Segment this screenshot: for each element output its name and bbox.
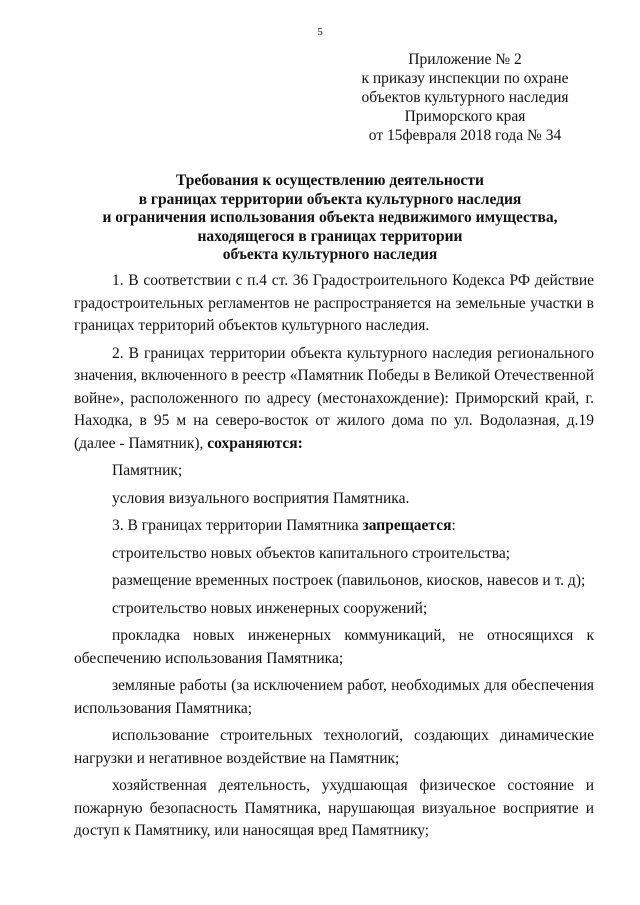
title-line: находящегося в границах территории <box>197 227 463 245</box>
appendix-line: от 15февраля 2018 года № 34 <box>368 127 562 144</box>
appendix-line: объектов культурного наследия <box>361 89 569 106</box>
prohibition-item: размещение временных построек (павильонов, киосков, навесов и т. д); <box>112 572 586 589</box>
prohibition-item: прокладка новых инженерных коммуникаций, не относящихся к обеспечению использования Памятника; <box>74 627 594 667</box>
paragraph-3 <box>74 515 594 538</box>
prohibition-item: строительство новых объектов капитального строительства; <box>112 544 511 562</box>
preserved-item-visual: условия визуального восприятия Памятника. <box>112 489 410 507</box>
appendix-line: Приложение № 2 <box>408 51 522 68</box>
prohibition-item: хозяйственная деятельность, ухудшающая физическое состояние и пожарную безопасность Памятника, нарушающая визуальное восприятие и доступ к Памятнику, или наносящая вред Памятнику; <box>74 777 594 839</box>
document-body <box>74 270 594 843</box>
prohibition-item: строительство новых инженерных сооружений; <box>112 599 428 617</box>
title-line: и ограничения использования объекта недвижимого имущества, <box>102 209 558 226</box>
document-title <box>70 172 590 265</box>
title-line: объекта культурного наследия <box>222 246 438 263</box>
title-line: Требования к осуществлению деятельности <box>176 172 484 189</box>
appendix-header <box>350 50 580 145</box>
paragraph-2-bold: сохраняются: <box>207 434 303 452</box>
paragraph-2-text: 2. В границах территории объекта культурного наследия регионального значения, включенного в реестр «Памятник Победы в Великой Отечественной войне», расположенного по адресу (местонахождение): Приморский край, г. Находка, в 95 м на северо-восток от жилого дома по ул. Водолазная, д.19 (далее - Памятник), <box>74 344 594 452</box>
paragraph-3-bold: запрещается <box>362 517 452 534</box>
preserved-item-monument: Памятник; <box>112 462 183 479</box>
paragraph-2 <box>74 343 594 456</box>
appendix-line: к приказу инспекции по охране <box>361 70 569 87</box>
prohibition-item: использование строительных технологий, создающих динамические нагрузки и негативное воздействие на Памятник; <box>74 727 594 767</box>
appendix-line: Приморского края <box>404 108 526 125</box>
page-number: 5 <box>317 26 323 38</box>
title-line: в границах территории объекта культурного наследия <box>138 190 522 208</box>
prohibition-item: земляные работы (за исключением работ, необходимых для обеспечения использования Памятника; <box>74 677 594 717</box>
paragraph-3-text: 3. В границах территории Памятника <box>112 517 363 534</box>
paragraph-1: 1. В соответствии с п.4 ст. 36 Градостроительного Кодекса РФ действие градостроительных регламентов не распространяется на земельные участки в границах территорий объектов культурного наследия. <box>74 272 594 334</box>
paragraph-3-colon: : <box>451 517 456 534</box>
